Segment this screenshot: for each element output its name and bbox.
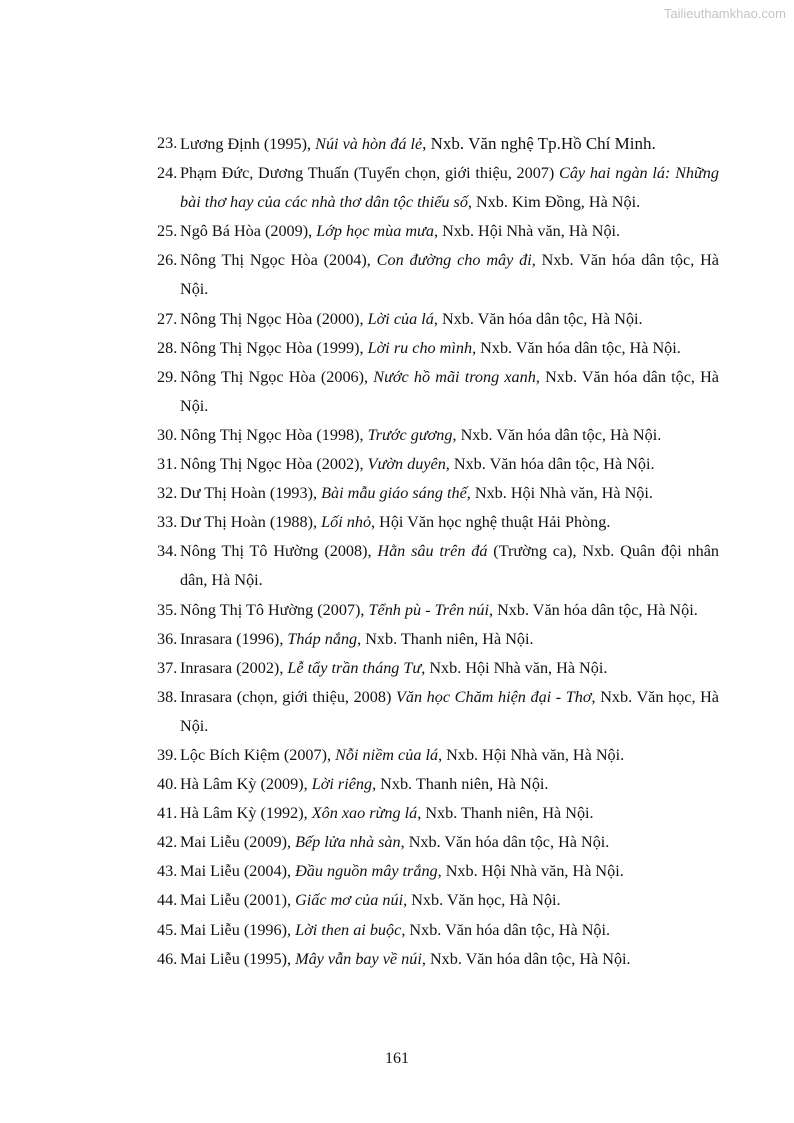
reference-title: Lời then ai buộc — [295, 920, 402, 939]
reference-item — [157, 246, 719, 304]
reference-title: Trước gương — [367, 425, 453, 444]
reference-publisher: , Nxb. Văn hóa dân tộc, Hà Nội. — [400, 833, 610, 852]
reference-publisher: , Nxb. Văn học, Hà Nội. — [180, 687, 719, 735]
reference-title: Hằn sâu trên đá — [377, 542, 488, 561]
reference-item — [157, 421, 719, 450]
reference-publisher: , Nxb. Văn hóa dân tộc, Hà Nội. — [489, 600, 698, 619]
reference-number: 39. — [157, 745, 178, 764]
reference-publisher: , Hội Văn học nghệ thuật Hải Phòng. — [371, 513, 611, 532]
reference-title: Lối nhỏ — [321, 513, 372, 532]
reference-item — [157, 770, 719, 799]
reference-publisher: (Trường ca), Nxb. Quân đội nhân dân, Hà Nội. — [180, 542, 719, 590]
reference-title: Bài mẫu giáo sáng thế — [321, 484, 467, 503]
reference-list — [157, 129, 719, 974]
reference-item — [157, 217, 719, 246]
reference-author: Hà Lâm Kỳ (2009), — [180, 775, 312, 794]
reference-publisher: , Nxb. Văn hóa dân tộc, Hà Nội. — [180, 251, 719, 299]
reference-title: Lễ tẩy trần tháng Tư — [287, 658, 422, 677]
reference-publisher: , Nxb. Thanh niên, Hà Nội. — [417, 804, 594, 823]
reference-author: Nông Thị Ngọc Hòa (2002), — [180, 455, 368, 474]
reference-title: Lớp học mùa mưa — [316, 222, 434, 241]
reference-title: Núi và hòn đá lẻ — [315, 135, 423, 153]
reference-item — [157, 654, 719, 683]
reference-publisher: , Nxb. Thanh niên, Hà Nội. — [357, 629, 534, 648]
reference-author: Inrasara (2002), — [180, 658, 288, 677]
reference-publisher: , Nxb. Văn học, Hà Nội. — [403, 891, 561, 910]
reference-number: 28. — [157, 338, 178, 357]
reference-title: Cây hai ngàn lá: Những bài thơ hay của các nhà thơ dân tộc thiểu số — [180, 164, 719, 212]
reference-item — [157, 741, 719, 770]
reference-title: Con đường cho mây đi — [376, 251, 532, 270]
reference-item — [157, 683, 719, 741]
reference-author: Dư Thị Hoàn (1988), — [180, 513, 322, 532]
reference-number: 44. — [157, 891, 178, 910]
reference-author: Nông Thị Ngọc Hòa (2004), — [180, 251, 377, 270]
reference-item — [157, 363, 719, 421]
reference-author: Nông Thị Tô Hường (2008), — [180, 542, 378, 561]
page-number: 161 — [385, 1050, 409, 1067]
reference-publisher: , Nxb. Hội Nhà văn, Hà Nội. — [433, 222, 621, 241]
reference-number: 33. — [157, 513, 178, 532]
reference-publisher: , Nxb. Văn hóa dân tộc, Hà Nội. — [445, 455, 655, 474]
reference-author: Mai Liễu (1995), — [180, 949, 296, 968]
reference-publisher: , Nxb. Văn hóa dân tộc, Hà Nội. — [401, 920, 611, 939]
reference-number: 31. — [157, 455, 178, 474]
reference-number: 45. — [157, 920, 178, 939]
reference-author: Nông Thị Ngọc Hòa (2000), — [180, 309, 368, 328]
watermark: Tailieuthamkhao.com — [663, 6, 786, 21]
reference-publisher: , Nxb. Văn nghệ Tp.Hồ Chí Minh. — [422, 134, 656, 153]
reference-number: 25. — [157, 222, 178, 241]
reference-title: Nước hồ mãi trong xanh — [373, 367, 536, 386]
reference-number: 34. — [157, 542, 178, 561]
reference-publisher: , Nxb. Hội Nhà văn, Hà Nội. — [437, 862, 624, 881]
reference-number: 29. — [157, 367, 178, 386]
reference-title: Vườn duyên — [367, 455, 446, 474]
reference-title: Lời riêng — [311, 775, 373, 794]
reference-number: 41. — [157, 804, 178, 823]
reference-number: 40. — [157, 775, 178, 794]
reference-publisher: , Nxb. Hội Nhà văn, Hà Nội. — [438, 745, 625, 764]
reference-author: Nông Thị Ngọc Hòa (1998), — [180, 425, 368, 444]
reference-author: Dư Thị Hoàn (1993), — [180, 484, 322, 503]
reference-title: Giấc mơ của núi — [295, 891, 404, 910]
reference-publisher: , Nxb. Văn hóa dân tộc, Hà Nội. — [421, 949, 631, 968]
reference-publisher: , Nxb. Văn hóa dân tộc, Hà Nội. — [472, 338, 681, 357]
reference-title: Mây vẫn bay về núi — [295, 949, 422, 968]
reference-number: 37. — [157, 658, 178, 677]
reference-title: Tháp nắng — [287, 629, 358, 648]
reference-number: 42. — [157, 833, 178, 852]
reference-title: Lời của lá — [367, 309, 434, 328]
reference-item — [157, 334, 719, 363]
reference-publisher: , Nxb. Văn hóa dân tộc, Hà Nội. — [180, 367, 719, 415]
reference-author: Mai Liễu (2001), — [180, 891, 296, 910]
reference-title: Nỗi niềm của lá — [335, 745, 439, 764]
reference-title: Xôn xao rừng lá — [311, 804, 418, 823]
reference-item — [157, 479, 719, 508]
reference-item — [157, 450, 719, 479]
reference-number: 46. — [157, 949, 178, 968]
reference-publisher: , Nxb. Thanh niên, Hà Nội. — [372, 775, 549, 794]
reference-number: 27. — [157, 309, 178, 328]
reference-author: Phạm Đức, Dương Thuấn (Tuyển chọn, giới thiệu, 2007) — [180, 164, 560, 183]
reference-publisher: , Nxb. Văn hóa dân tộc, Hà Nội. — [452, 425, 662, 444]
reference-author: Nông Thị Tô Hường (2007), — [180, 600, 369, 619]
reference-number: 43. — [157, 862, 178, 881]
reference-number: 30. — [157, 425, 178, 444]
reference-item — [157, 828, 719, 857]
reference-author: Nông Thị Ngọc Hòa (1999), — [180, 338, 368, 357]
reference-author: Mai Liễu (2009), — [180, 833, 296, 852]
reference-title: Đầu nguồn mây trắng — [295, 862, 438, 881]
reference-number: 32. — [157, 484, 178, 503]
reference-item — [157, 305, 719, 334]
reference-author: Hà Lâm Kỳ (1992), — [180, 804, 312, 823]
reference-title: Tểnh pù - Trên núi — [368, 600, 490, 619]
reference-author: Inrasara (chọn, giới thiệu, 2008) — [180, 687, 396, 706]
reference-number: 23. — [157, 134, 178, 152]
reference-item — [157, 508, 719, 537]
reference-publisher: , Nxb. Văn hóa dân tộc, Hà Nội. — [433, 309, 643, 328]
reference-author: Lương Định (1995), — [180, 135, 316, 153]
reference-publisher: , Nxb. Hội Nhà văn, Hà Nội. — [421, 658, 608, 677]
reference-title: Lời ru cho mình — [367, 338, 473, 357]
reference-number: 26. — [157, 251, 178, 270]
reference-author: Nông Thị Ngọc Hòa (2006), — [180, 367, 374, 386]
reference-number: 36. — [157, 629, 178, 648]
reference-item — [157, 916, 719, 945]
reference-title: Văn học Chăm hiện đại - Thơ — [395, 687, 592, 706]
reference-item — [157, 945, 719, 974]
reference-author: Mai Liễu (1996), — [180, 920, 296, 939]
reference-number: 38. — [157, 687, 178, 706]
reference-title: Bếp lửa nhà sàn — [295, 833, 401, 852]
reference-item — [157, 886, 719, 915]
reference-item — [157, 596, 719, 625]
reference-item — [157, 537, 719, 595]
reference-number: 24. — [157, 164, 178, 183]
reference-author: Ngô Bá Hòa (2009), — [180, 222, 317, 241]
reference-number: 35. — [157, 600, 178, 619]
reference-item — [157, 159, 719, 217]
reference-publisher: , Nxb. Kim Đồng, Hà Nội. — [467, 193, 641, 212]
reference-item — [157, 857, 719, 886]
reference-author: Lộc Bích Kiệm (2007), — [180, 745, 336, 764]
reference-publisher: , Nxb. Hội Nhà văn, Hà Nội. — [466, 484, 653, 503]
reference-item — [157, 129, 719, 159]
reference-item — [157, 799, 719, 828]
reference-item — [157, 625, 719, 654]
reference-author: Mai Liễu (2004), — [180, 862, 296, 881]
reference-author: Inrasara (1996), — [180, 629, 288, 648]
